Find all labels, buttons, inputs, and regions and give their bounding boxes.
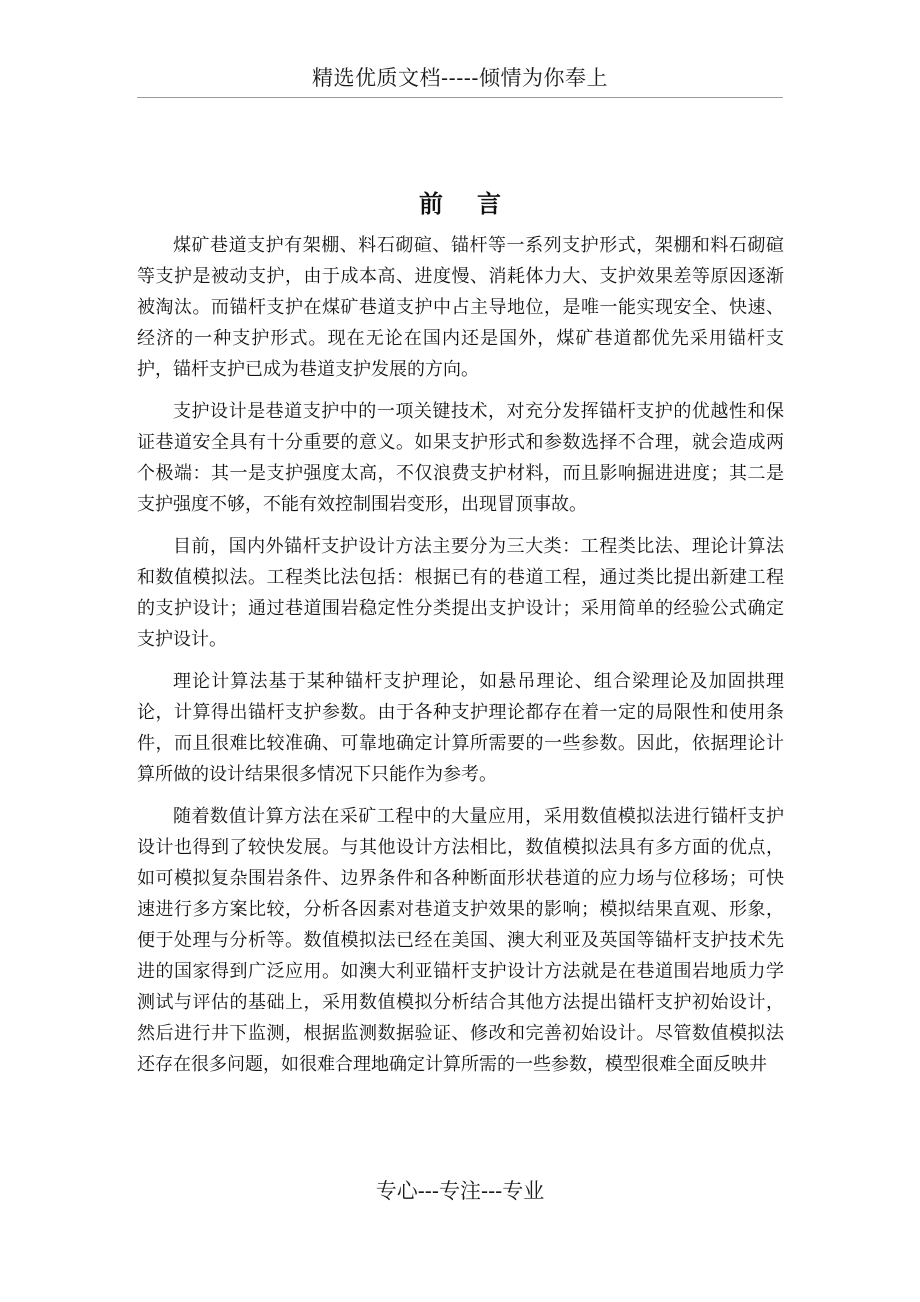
body-text <box>137 230 784 1091</box>
page-header: 精选优质文档-----倾情为你奉上 <box>312 66 608 90</box>
paragraph-2: 支护设计是巷道支护中的一项关键技术，对充分发挥锚杆支护的优越性和保证巷道安全具有十分重要的意义。如果支护形式和参数选择不合理，就会造成两个极端：其一是支护强度太高，不仅浪费支护材料，而且影响掘进进度；其二是支护强度不够，不能有效控制围岩变形，出现冒顶事故。 <box>137 401 784 515</box>
paragraph-1: 煤矿巷道支护有架棚、料石砌碹、锚杆等一系列支护形式，架棚和料石砌碹等支护是被动支护，由于成本高、进度慢、消耗体力大、支护效果差等原因逐渐被淘汰。而锚杆支护在煤矿巷道支护中占主导地位，是唯一能实现安全、快速、经济的一种支护形式。现在无论在国内还是国外，煤矿巷道都优先采用锚杆支护，锚杆支护已成为巷道支护发展的方向。 <box>137 235 784 380</box>
section-title: 前言 <box>419 189 535 218</box>
paragraph-5: 随着数值计算方法在采矿工程中的大量应用，采用数值模拟法进行锚杆支护设计也得到了较快发展。与其他设计方法相比，数值模拟法具有多方面的优点，如可模拟复杂围岩条件、边界条件和各种断面形状巷道的应力场与位移场；可快速进行多方案比较，分析各因素对巷道支护效果的影响；模拟结果直观、形象，便于处理与分析等。数值模拟法已经在美国、澳大利亚及英国等锚杆支护技术先进的国家得到广泛应用。如澳大利亚锚杆支护设计方法就是在巷道围岩地质力学测试与评估的基础上，采用数值模拟分析结合其他方法提出锚杆支护初始设计，然后进行井下监测，根据监测数据验证、修改和完善初始设计。尽管数值模拟法还存在很多问题，如很难合理地确定计算所需的一些参数，模型很难全面反映井 <box>137 806 784 1075</box>
paragraph-3: 目前，国内外锚杆支护设计方法主要分为三大类：工程类比法、理论计算法和数值模拟法。工程类比法包括：根据已有的巷道工程，通过类比提出新建工程的支护设计；通过巷道围岩稳定性分类提出支护设计；采用简单的经验公式确定支护设计。 <box>137 536 784 650</box>
page-footer: 专心---专注---专业 <box>375 1179 545 1203</box>
paragraph-4: 理论计算法基于某种锚杆支护理论，如悬吊理论、组合梁理论及加固拱理论，计算得出锚杆支护参数。由于各种支护理论都存在着一定的局限性和使用条件，而且很难比较准确、可靠地确定计算所需要的一些参数。因此，依据理论计算所做的设计结果很多情况下只能作为参考。 <box>137 671 784 785</box>
header-divider <box>137 97 783 98</box>
